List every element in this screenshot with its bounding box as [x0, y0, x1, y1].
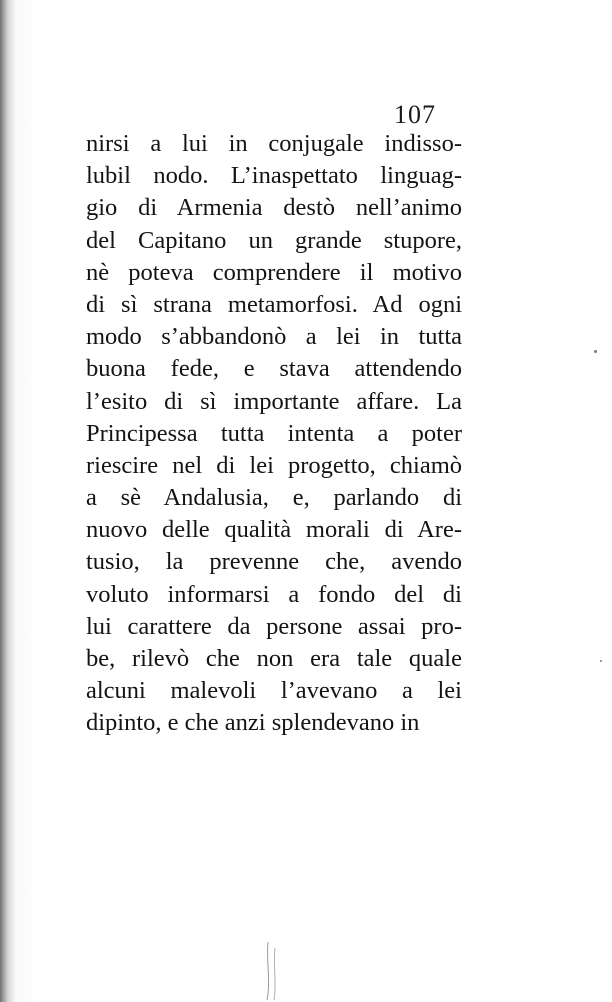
spine-shadow — [0, 0, 16, 1002]
page-number: 107 — [394, 100, 436, 129]
text-line: modo s’abbandonò a lei in tutta — [86, 323, 462, 351]
text-line: nè poteva comprendere il motivo — [86, 258, 462, 286]
text-line: alcuni malevoli l’avevano a lei — [86, 677, 462, 705]
text-line: be, rilevò che non era tale quale — [86, 645, 462, 672]
text-line: voluto informarsi a fondo del di — [86, 580, 462, 608]
text-line: l’esito di sì importante affare. La — [86, 387, 462, 415]
text-line: a sè Andalusia, e, parlando di — [86, 484, 462, 512]
text-line: Principessa tutta intenta a poter — [86, 419, 462, 447]
text-line: dipinto, e che anzi splendevano in — [86, 709, 420, 737]
text-line: lui carattere da persone assai pro- — [86, 612, 462, 640]
text-line: di sì strana metamorfosi. Ad ogni — [86, 290, 462, 318]
text-line: buona fede, e stava attendendo — [86, 355, 462, 383]
text-line: tusio, la prevenne che, avendo — [86, 548, 462, 576]
text-line: nirsi a lui in conjugale indisso- — [86, 130, 462, 157]
body-text — [86, 128, 462, 740]
text-line: nuovo delle qualità morali di Are- — [86, 516, 462, 544]
paper-speck — [594, 350, 597, 353]
text-line: del Capitano un grande stupore, — [86, 226, 462, 254]
text-line: gio di Armenia destò nell’animo — [86, 194, 462, 222]
paper-fold-mark — [262, 940, 282, 1002]
text-line: lubil nodo. L’inaspettato linguag- — [86, 162, 462, 190]
text-line: riescire nel di lei progetto, chiamò — [86, 451, 462, 479]
paper-speck — [600, 660, 602, 662]
